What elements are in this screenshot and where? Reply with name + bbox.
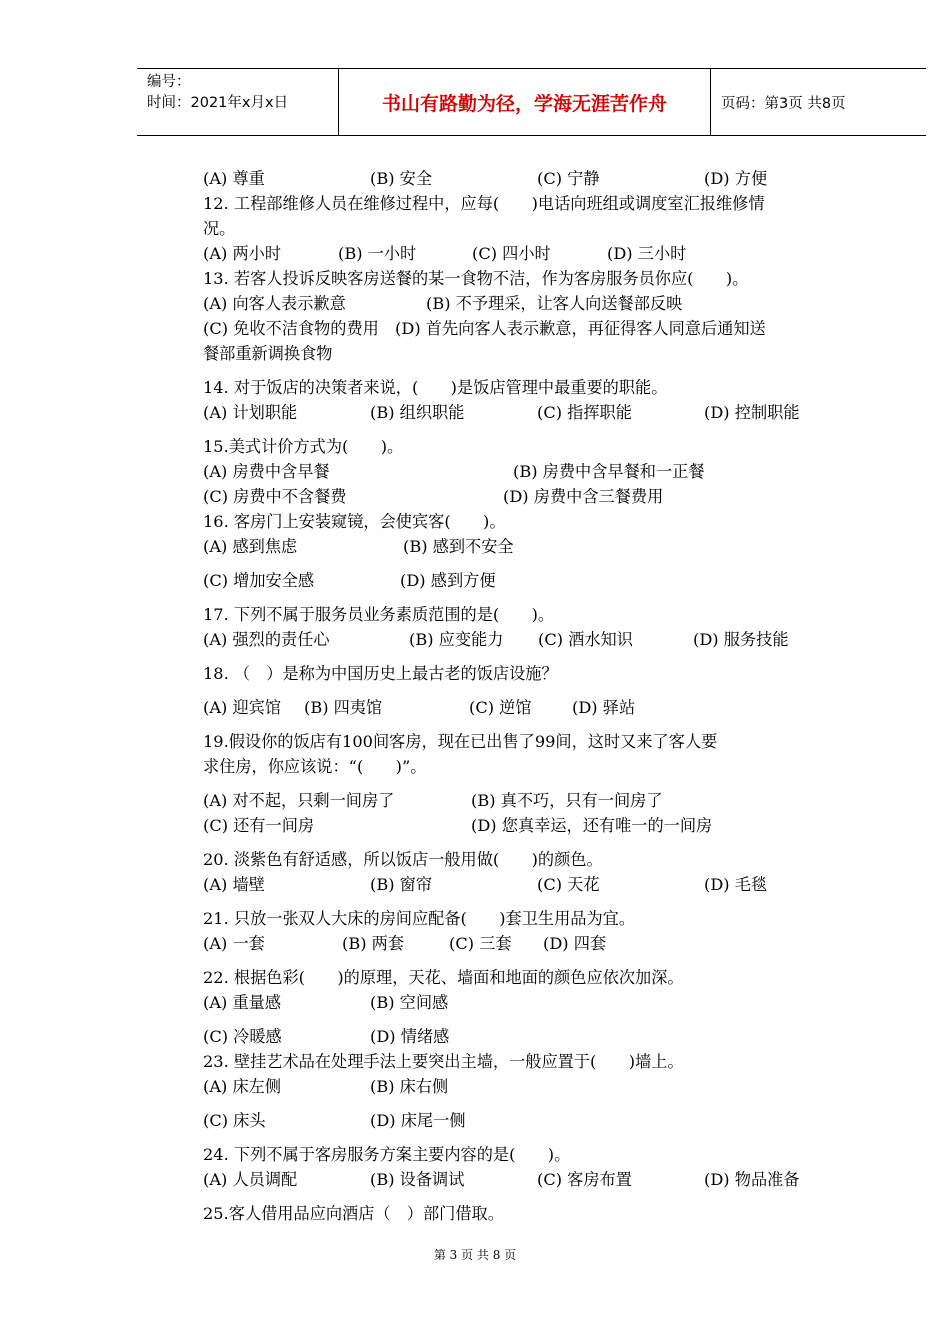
answer-option: (A) 床左侧 bbox=[203, 1077, 282, 1096]
spacer bbox=[203, 897, 868, 906]
answer-option: (C) 床头 bbox=[203, 1111, 266, 1130]
answer-option: (D) 情绪感 bbox=[370, 1027, 450, 1046]
options-line bbox=[203, 166, 868, 191]
answer-option: (B) 感到不安全 bbox=[403, 537, 514, 556]
question-line: 24. 下列不属于客房服务方案主要内容的是( )。 bbox=[203, 1145, 571, 1164]
options-line bbox=[203, 568, 868, 593]
options-line bbox=[203, 990, 868, 1015]
answer-option: (B) 应变能力 bbox=[409, 630, 504, 649]
spacer bbox=[203, 366, 868, 375]
answer-option: (B) 不予理采，让客人向送餐部反映 bbox=[426, 294, 683, 313]
spacer bbox=[203, 593, 868, 602]
answer-option: (C) 房费中不含餐费 bbox=[203, 487, 347, 506]
spacer bbox=[203, 686, 868, 695]
answer-option: (D) 驿站 bbox=[572, 698, 636, 717]
options-line bbox=[203, 459, 868, 484]
spacer bbox=[203, 559, 868, 568]
answer-option: (B) 组织职能 bbox=[370, 403, 465, 422]
options-line bbox=[203, 291, 868, 316]
page-footer: 第 3 页 共 8 页 bbox=[433, 1248, 517, 1262]
question-line: 18. （ ）是称为中国历史上最古老的饭店设施？ bbox=[203, 664, 558, 683]
question-line: 25.客人借用品应向酒店（ ）部门借取。 bbox=[203, 1204, 504, 1223]
answer-option: (D) 服务技能 bbox=[693, 630, 789, 649]
options-line bbox=[203, 241, 868, 266]
answer-option: (D) 您真幸运，还有唯一的一间房 bbox=[471, 816, 713, 835]
answer-option: (B) 房费中含早餐和一正餐 bbox=[513, 462, 705, 481]
answer-option: (C) 增加安全感 bbox=[203, 571, 315, 590]
spacer bbox=[203, 720, 868, 729]
answer-option: (B) 空间感 bbox=[370, 993, 449, 1012]
spacer bbox=[203, 1192, 868, 1201]
answer-option: (C) 三套 bbox=[449, 934, 512, 953]
options-line bbox=[203, 484, 868, 509]
question-line: 19.假设你的饭店有100间客房，现在已出售了99间，这时又来了客人要 bbox=[203, 732, 718, 751]
answer-option: (A) 尊重 bbox=[203, 169, 265, 188]
code-label: 编号： bbox=[147, 74, 191, 90]
options-line bbox=[203, 1167, 868, 1192]
answer-option: (C) 宁静 bbox=[537, 169, 600, 188]
answer-option: (D) 毛毯 bbox=[704, 875, 768, 894]
spacer bbox=[203, 956, 868, 965]
answer-option: (C) 客房布置 bbox=[537, 1170, 632, 1189]
answer-option: (B) 床右侧 bbox=[370, 1077, 449, 1096]
page-header bbox=[137, 68, 926, 136]
question-line: 22. 根据色彩( )的原理，天花、墙面和地面的颜色应依次加深。 bbox=[203, 968, 684, 987]
options-line bbox=[203, 1074, 868, 1099]
answer-option: (B) 真不巧，只有一间房了 bbox=[471, 791, 663, 810]
answer-option: (C) 逆馆 bbox=[469, 698, 532, 717]
options-line bbox=[203, 627, 868, 652]
spacer bbox=[203, 652, 868, 661]
question-line: 12. 工程部维修人员在维修过程中，应每( )电话向班组或调度室汇报维修情 bbox=[203, 194, 765, 213]
question-line: 求住房，你应该说：“( )”。 bbox=[203, 757, 427, 776]
answer-option: (A) 一套 bbox=[203, 934, 265, 953]
page-label: 页码：第3页 共8页 bbox=[721, 95, 846, 112]
answer-option: (C) 冷暖感 bbox=[203, 1027, 282, 1046]
answer-option: (D) 四套 bbox=[543, 934, 607, 953]
answer-option: (B) 四夷馆 bbox=[304, 698, 383, 717]
motto: 书山有路勤为径，学海无涯苦作舟 bbox=[339, 69, 711, 135]
answer-option: (A) 房费中含早餐 bbox=[203, 462, 330, 481]
options-line bbox=[203, 1024, 868, 1049]
answer-option: (C) 四小时 bbox=[472, 244, 551, 263]
answer-option: (B) 设备调试 bbox=[370, 1170, 465, 1189]
answer-option: (C) 指挥职能 bbox=[537, 403, 632, 422]
answer-option: (D) 感到方便 bbox=[400, 571, 496, 590]
time-label: 时间：2021年x月x日 bbox=[147, 95, 289, 111]
answer-option: (B) 一小时 bbox=[338, 244, 417, 263]
options-line bbox=[203, 813, 868, 838]
answer-option: (D) 房费中含三餐费用 bbox=[503, 487, 664, 506]
question-list bbox=[203, 166, 868, 1226]
answer-option: (A) 向客人表示歉意 bbox=[203, 294, 346, 313]
answer-option: (A) 迎宾馆 bbox=[203, 698, 282, 717]
answer-option: (C) 酒水知识 bbox=[538, 630, 633, 649]
answer-option: (C) 还有一间房 bbox=[203, 816, 315, 835]
options-line bbox=[203, 400, 868, 425]
question-line: 15.美式计价方式为( )。 bbox=[203, 437, 404, 456]
question-line: 20. 淡紫色有舒适感，所以饭店一般用做( )的颜色。 bbox=[203, 850, 603, 869]
spacer bbox=[203, 1099, 868, 1108]
header-meta bbox=[137, 69, 339, 135]
question-line: 17. 下列不属于服务员业务素质范围的是( )。 bbox=[203, 605, 555, 624]
answer-option: (D) 控制职能 bbox=[704, 403, 800, 422]
answer-option: (A) 重量感 bbox=[203, 993, 282, 1012]
options-line bbox=[203, 695, 868, 720]
options-line bbox=[203, 872, 868, 897]
answer-option: (A) 强烈的责任心 bbox=[203, 630, 330, 649]
answer-option: (A) 计划职能 bbox=[203, 403, 298, 422]
answer-option: (A) 两小时 bbox=[203, 244, 282, 263]
question-line: 况。 bbox=[203, 219, 236, 238]
options-line bbox=[203, 1108, 868, 1133]
answer-option: (A) 对不起，只剩一间房了 bbox=[203, 791, 395, 810]
options-line bbox=[203, 931, 868, 956]
answer-option: (D) 物品准备 bbox=[704, 1170, 800, 1189]
spacer bbox=[203, 1133, 868, 1142]
answer-option: (D) 三小时 bbox=[607, 244, 687, 263]
question-line: 餐部重新调换食物 bbox=[203, 344, 333, 363]
question-line: 23. 壁挂艺术品在处理手法上要突出主墙，一般应置于( )墙上。 bbox=[203, 1052, 684, 1071]
answer-option: (D) 方便 bbox=[704, 169, 768, 188]
options-line bbox=[203, 788, 868, 813]
spacer bbox=[203, 425, 868, 434]
answer-option: (A) 人员调配 bbox=[203, 1170, 298, 1189]
spacer bbox=[203, 838, 868, 847]
answer-option: (B) 安全 bbox=[370, 169, 433, 188]
question-line: 13. 若客人投诉反映客房送餐的某一食物不洁，作为客房服务员你应( )。 bbox=[203, 269, 749, 288]
question-line: 14. 对于饭店的决策者来说，( )是饭店管理中最重要的职能。 bbox=[203, 378, 668, 397]
answer-option: (B) 两套 bbox=[342, 934, 405, 953]
options-line bbox=[203, 534, 868, 559]
question-line: 21. 只放一张双人大床的房间应配备( )套卫生用品为宜。 bbox=[203, 909, 636, 928]
question-line: 16. 客房门上安装窥镜，会使宾客( )。 bbox=[203, 512, 506, 531]
spacer bbox=[203, 779, 868, 788]
answer-option: (A) 墙壁 bbox=[203, 875, 265, 894]
question-line: (C) 免收不洁食物的费用 (D) 首先向客人表示歉意，再征得客人同意后通知送 bbox=[203, 319, 766, 338]
answer-option: (B) 窗帘 bbox=[370, 875, 433, 894]
answer-option: (A) 感到焦虑 bbox=[203, 537, 298, 556]
answer-option: (C) 天花 bbox=[537, 875, 600, 894]
answer-option: (D) 床尾一侧 bbox=[370, 1111, 466, 1130]
spacer bbox=[203, 1015, 868, 1024]
